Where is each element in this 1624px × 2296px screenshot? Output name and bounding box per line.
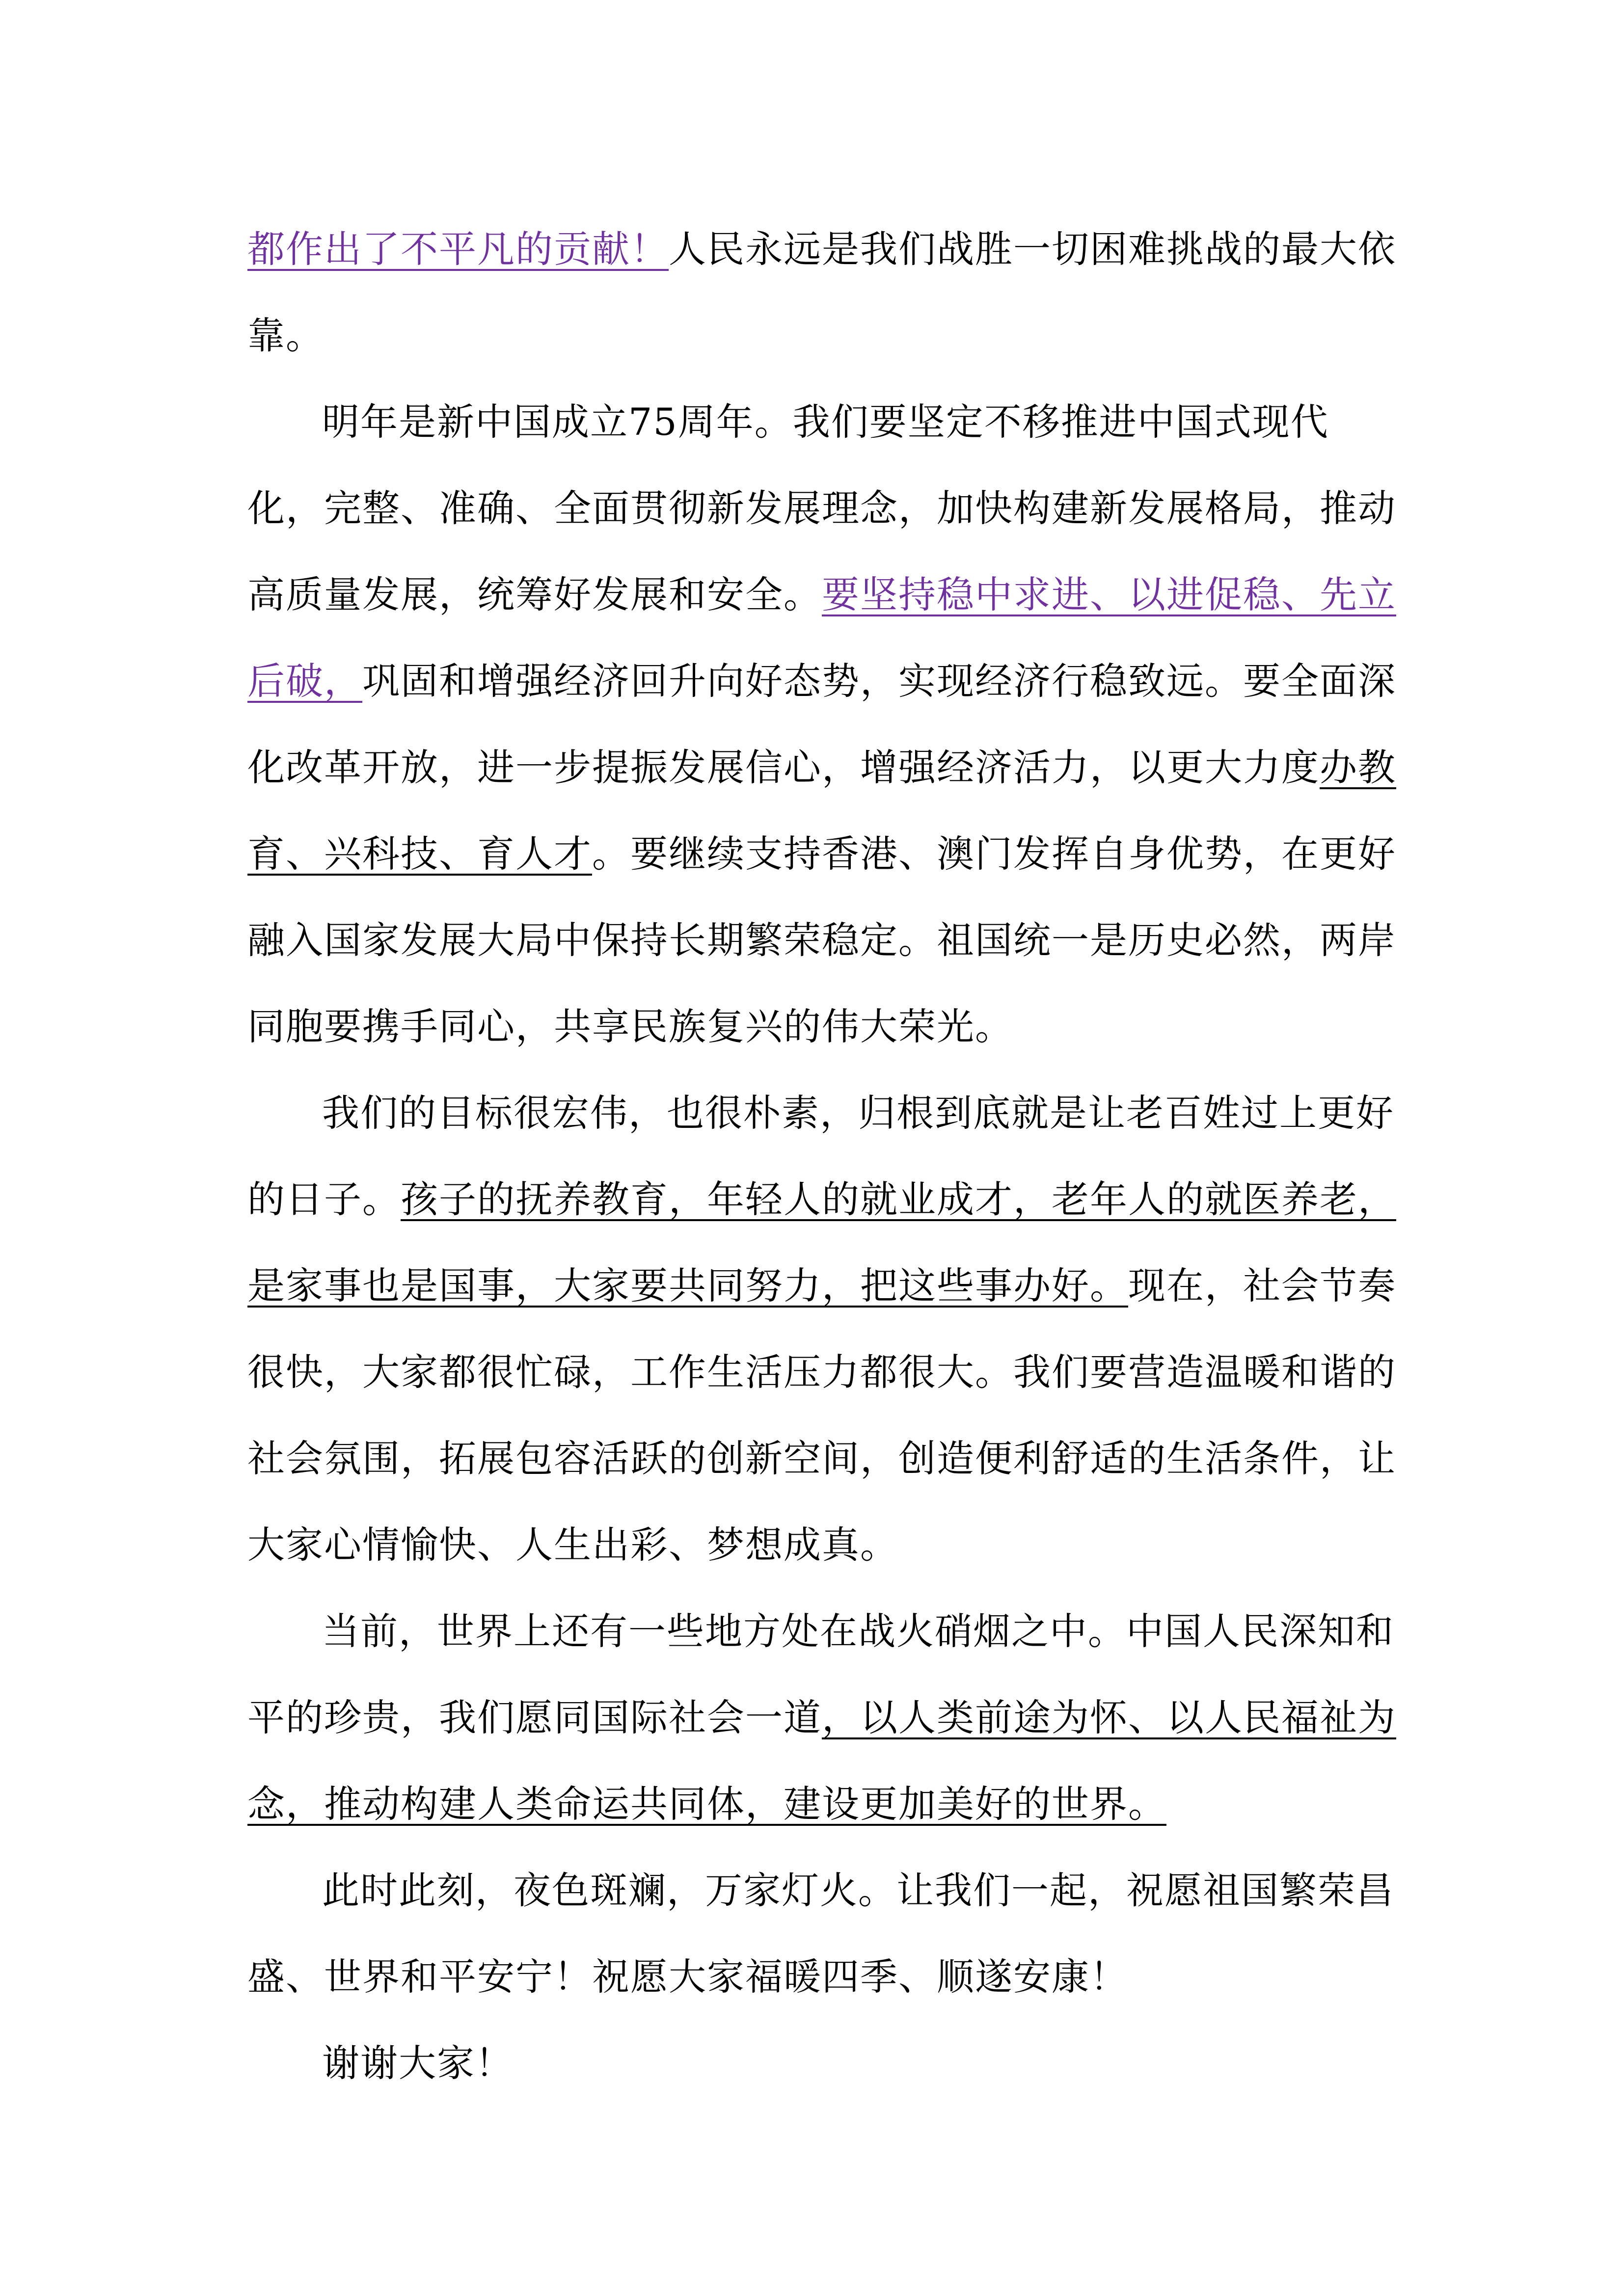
hyperlink-text[interactable]: 孩子的抚养教育，年轻人的就业成才，老年人的就医养老，是家事也是国事，大家要共同努力，把这些事办好。 <box>247 1177 1396 1308</box>
paragraph-text: 人民永远是我们战胜一切困难挑战的最大依靠。 <box>247 227 1396 357</box>
paragraph-2 <box>247 379 1396 1070</box>
paragraph-closing <box>247 2020 1396 2107</box>
paragraph-text: 我们的目标很宏伟，也很朴素，归根到底就是让老百姓过上更好的日子。 <box>247 1091 1394 1221</box>
paragraph-text: 此时此刻，夜色斑斓，万家灯火。让我们一起，祝愿祖国繁荣昌盛、世界和平安宁！祝愿大家福暖四季、顺遂安康！ <box>247 1869 1394 1999</box>
hyperlink-text[interactable]: ，以人类前途为怀、以人民福祉为念，推动构建人类命运共同体，建设更加美好的世界。 <box>247 1696 1396 1826</box>
paragraph-text: 当前，世界上还有一些地方处在战火硝烟之中。中国人民深知和平的珍贵，我们愿同国际社会一道 <box>247 1609 1394 1739</box>
document-body <box>247 206 1396 2107</box>
paragraph-3 <box>247 1070 1396 1588</box>
paragraph-4 <box>247 1588 1396 1847</box>
paragraph-text: 现在，社会节奏很快，大家都很忙碌，工作生活压力都很大。我们要营造温暖和谐的社会氛围，拓展包容活跃的创新空间，创造便利舒适的生活条件，让大家心情愉快、人生出彩、梦想成真。 <box>247 1264 1396 1567</box>
paragraph-text: 。要继续支持香港、澳门发挥自身优势，在更好融入国家发展大局中保持长期繁荣稳定。祖国统一是历史必然，两岸同胞要携手同心，共享民族复兴的伟大荣光。 <box>247 832 1396 1048</box>
closing-text: 谢谢大家！ <box>322 2041 514 2085</box>
hyperlink-text[interactable]: 要坚持稳中求进、以进促稳、先立后破， <box>247 573 1396 703</box>
paragraph-1 <box>247 206 1396 379</box>
paragraph-5 <box>247 1847 1396 2020</box>
paragraph-text: 明年是新中国成立75周年。我们要坚定不移推进中国式现代化，完整、准确、全面贯彻新发展理念，加快构建新发展格局，推动高质量发展，统筹好发展和安全。 <box>247 400 1396 616</box>
hyperlink-text[interactable]: 办教育、兴科技、育人才 <box>247 746 1396 876</box>
hyperlink-text[interactable]: 都作出了不平凡的贡献！ <box>247 227 669 271</box>
paragraph-text: 巩固和增强经济回升向好态势，实现经济行稳致远。要全面深化改革开放，进一步提振发展信心，增强经济活力，以更大力度 <box>247 659 1396 789</box>
